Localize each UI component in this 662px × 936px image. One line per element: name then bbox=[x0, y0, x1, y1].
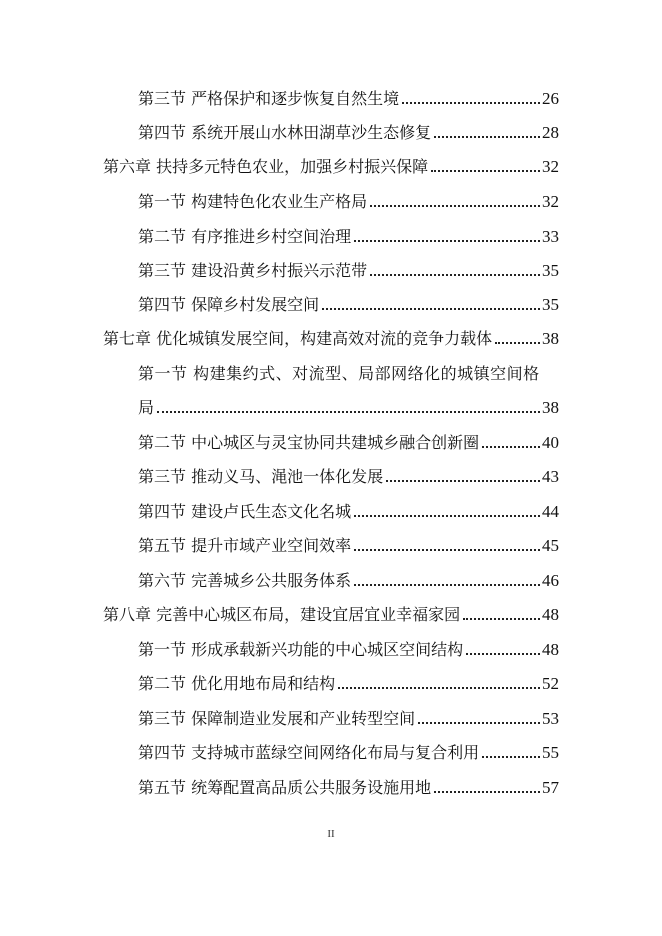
toc-entry-page: 57 bbox=[542, 778, 559, 797]
toc-entry-label: 第八章 完善中心城区布局，建设宜居宜业幸福家园 bbox=[103, 605, 461, 624]
toc-entry[interactable] bbox=[138, 433, 559, 453]
toc-chapter-entry[interactable] bbox=[103, 605, 559, 625]
toc-entry-label: 第四节 系统开展山水林田湖草沙生态修复 bbox=[138, 123, 432, 142]
toc-chapter-entry[interactable] bbox=[103, 329, 559, 349]
toc-entry-page: 46 bbox=[542, 571, 559, 590]
toc-entry[interactable] bbox=[138, 640, 559, 660]
toc-entry-page: 40 bbox=[542, 433, 559, 452]
dot-leader bbox=[434, 791, 540, 793]
toc-entry-label: 第二节 中心城区与灵宝协同共建城乡融合创新圈 bbox=[138, 433, 480, 452]
toc-entry[interactable] bbox=[138, 261, 559, 281]
dot-leader bbox=[386, 480, 540, 482]
dot-leader bbox=[434, 136, 540, 138]
toc-entry-page: 43 bbox=[542, 467, 559, 486]
toc-entry-page: 26 bbox=[542, 89, 559, 108]
toc-entry-continuation[interactable] bbox=[138, 398, 559, 418]
toc-entry[interactable] bbox=[138, 227, 559, 247]
toc-entry-label: 第一节 构建集约式、对流型、局部网络化的城镇空间格 bbox=[138, 364, 540, 383]
toc-entry-page: 35 bbox=[542, 261, 559, 280]
toc-entry[interactable] bbox=[138, 502, 559, 522]
toc-entry-label: 第二节 有序推进乡村空间治理 bbox=[138, 227, 352, 246]
dot-leader bbox=[354, 584, 540, 586]
toc-entry-label: 第二节 优化用地布局和结构 bbox=[138, 674, 336, 693]
toc-entry-label: 第三节 建设沿黄乡村振兴示范带 bbox=[138, 261, 368, 280]
toc-entry-page: 55 bbox=[542, 743, 559, 762]
toc-entry[interactable] bbox=[138, 89, 559, 109]
toc-entry[interactable] bbox=[138, 571, 559, 591]
toc-entry-label: 第一节 形成承载新兴功能的中心城区空间结构 bbox=[138, 640, 464, 659]
toc-entry-page: 52 bbox=[542, 674, 559, 693]
toc-entry-label: 第四节 建设卢氏生态文化名城 bbox=[138, 502, 352, 521]
toc-entry[interactable] bbox=[138, 709, 559, 729]
toc-entry[interactable] bbox=[138, 192, 559, 212]
toc-entry-label: 第一节 构建特色化农业生产格局 bbox=[138, 192, 368, 211]
toc-entry-page: 28 bbox=[542, 123, 559, 142]
dot-leader bbox=[370, 205, 540, 207]
dot-leader bbox=[370, 274, 540, 276]
dot-leader bbox=[354, 240, 540, 242]
toc-entry-page: 35 bbox=[542, 295, 559, 314]
toc-entry[interactable] bbox=[138, 467, 559, 487]
toc-chapter-entry[interactable] bbox=[103, 157, 559, 177]
toc-entry[interactable] bbox=[138, 123, 559, 143]
dot-leader bbox=[354, 515, 540, 517]
dot-leader bbox=[402, 102, 540, 104]
dot-leader bbox=[431, 170, 540, 172]
toc-entry-label: 第六节 完善城乡公共服务体系 bbox=[138, 571, 352, 590]
dot-leader bbox=[482, 446, 540, 448]
toc-entry-page: 32 bbox=[542, 157, 559, 176]
toc-entry[interactable] bbox=[138, 536, 559, 556]
toc-entry-page: 38 bbox=[542, 329, 559, 348]
toc-entry-page: 38 bbox=[542, 398, 559, 417]
toc-entry[interactable] bbox=[138, 674, 559, 694]
toc-entry-label: 第五节 提升市域产业空间效率 bbox=[138, 536, 352, 555]
toc-entry-label: 第五节 统筹配置高品质公共服务设施用地 bbox=[138, 778, 432, 797]
toc-entry[interactable] bbox=[138, 743, 559, 763]
toc-entry-label: 第三节 保障制造业发展和产业转型空间 bbox=[138, 709, 416, 728]
toc-entry-label: 第六章 扶持多元特色农业，加强乡村振兴保障 bbox=[103, 157, 429, 176]
toc-entry-page: 48 bbox=[542, 605, 559, 624]
dot-leader bbox=[418, 722, 540, 724]
dot-leader bbox=[463, 618, 540, 620]
toc-entry-page: 45 bbox=[542, 536, 559, 555]
dot-leader bbox=[338, 687, 540, 689]
dot-leader bbox=[466, 653, 540, 655]
dot-leader bbox=[157, 411, 540, 413]
toc-entry-wrapped-line[interactable] bbox=[138, 364, 559, 384]
toc-entry-label: 第三节 严格保护和逐步恢复自然生境 bbox=[138, 89, 400, 108]
toc-entry-page: 44 bbox=[542, 502, 559, 521]
toc-entry-page: 33 bbox=[542, 227, 559, 246]
toc-entry-label: 第四节 支持城市蓝绿空间网络化布局与复合利用 bbox=[138, 743, 480, 762]
toc-entry[interactable] bbox=[138, 778, 559, 798]
page-number: II bbox=[327, 828, 335, 840]
toc-entry[interactable] bbox=[138, 295, 559, 315]
dot-leader bbox=[322, 308, 540, 310]
dot-leader bbox=[482, 756, 540, 758]
toc-entry-label: 第四节 保障乡村发展空间 bbox=[138, 295, 320, 314]
toc-entry-label: 第三节 推动义马、渑池一体化发展 bbox=[138, 467, 384, 486]
dot-leader bbox=[354, 549, 540, 551]
toc-entry-label: 第七章 优化城镇发展空间，构建高效对流的竞争力载体 bbox=[103, 329, 493, 348]
toc-entry-page: 53 bbox=[542, 709, 559, 728]
dot-leader bbox=[495, 342, 540, 344]
toc-entry-label: 局 bbox=[138, 398, 155, 417]
toc-entry-page: 32 bbox=[542, 192, 559, 211]
toc-entry-page: 48 bbox=[542, 640, 559, 659]
